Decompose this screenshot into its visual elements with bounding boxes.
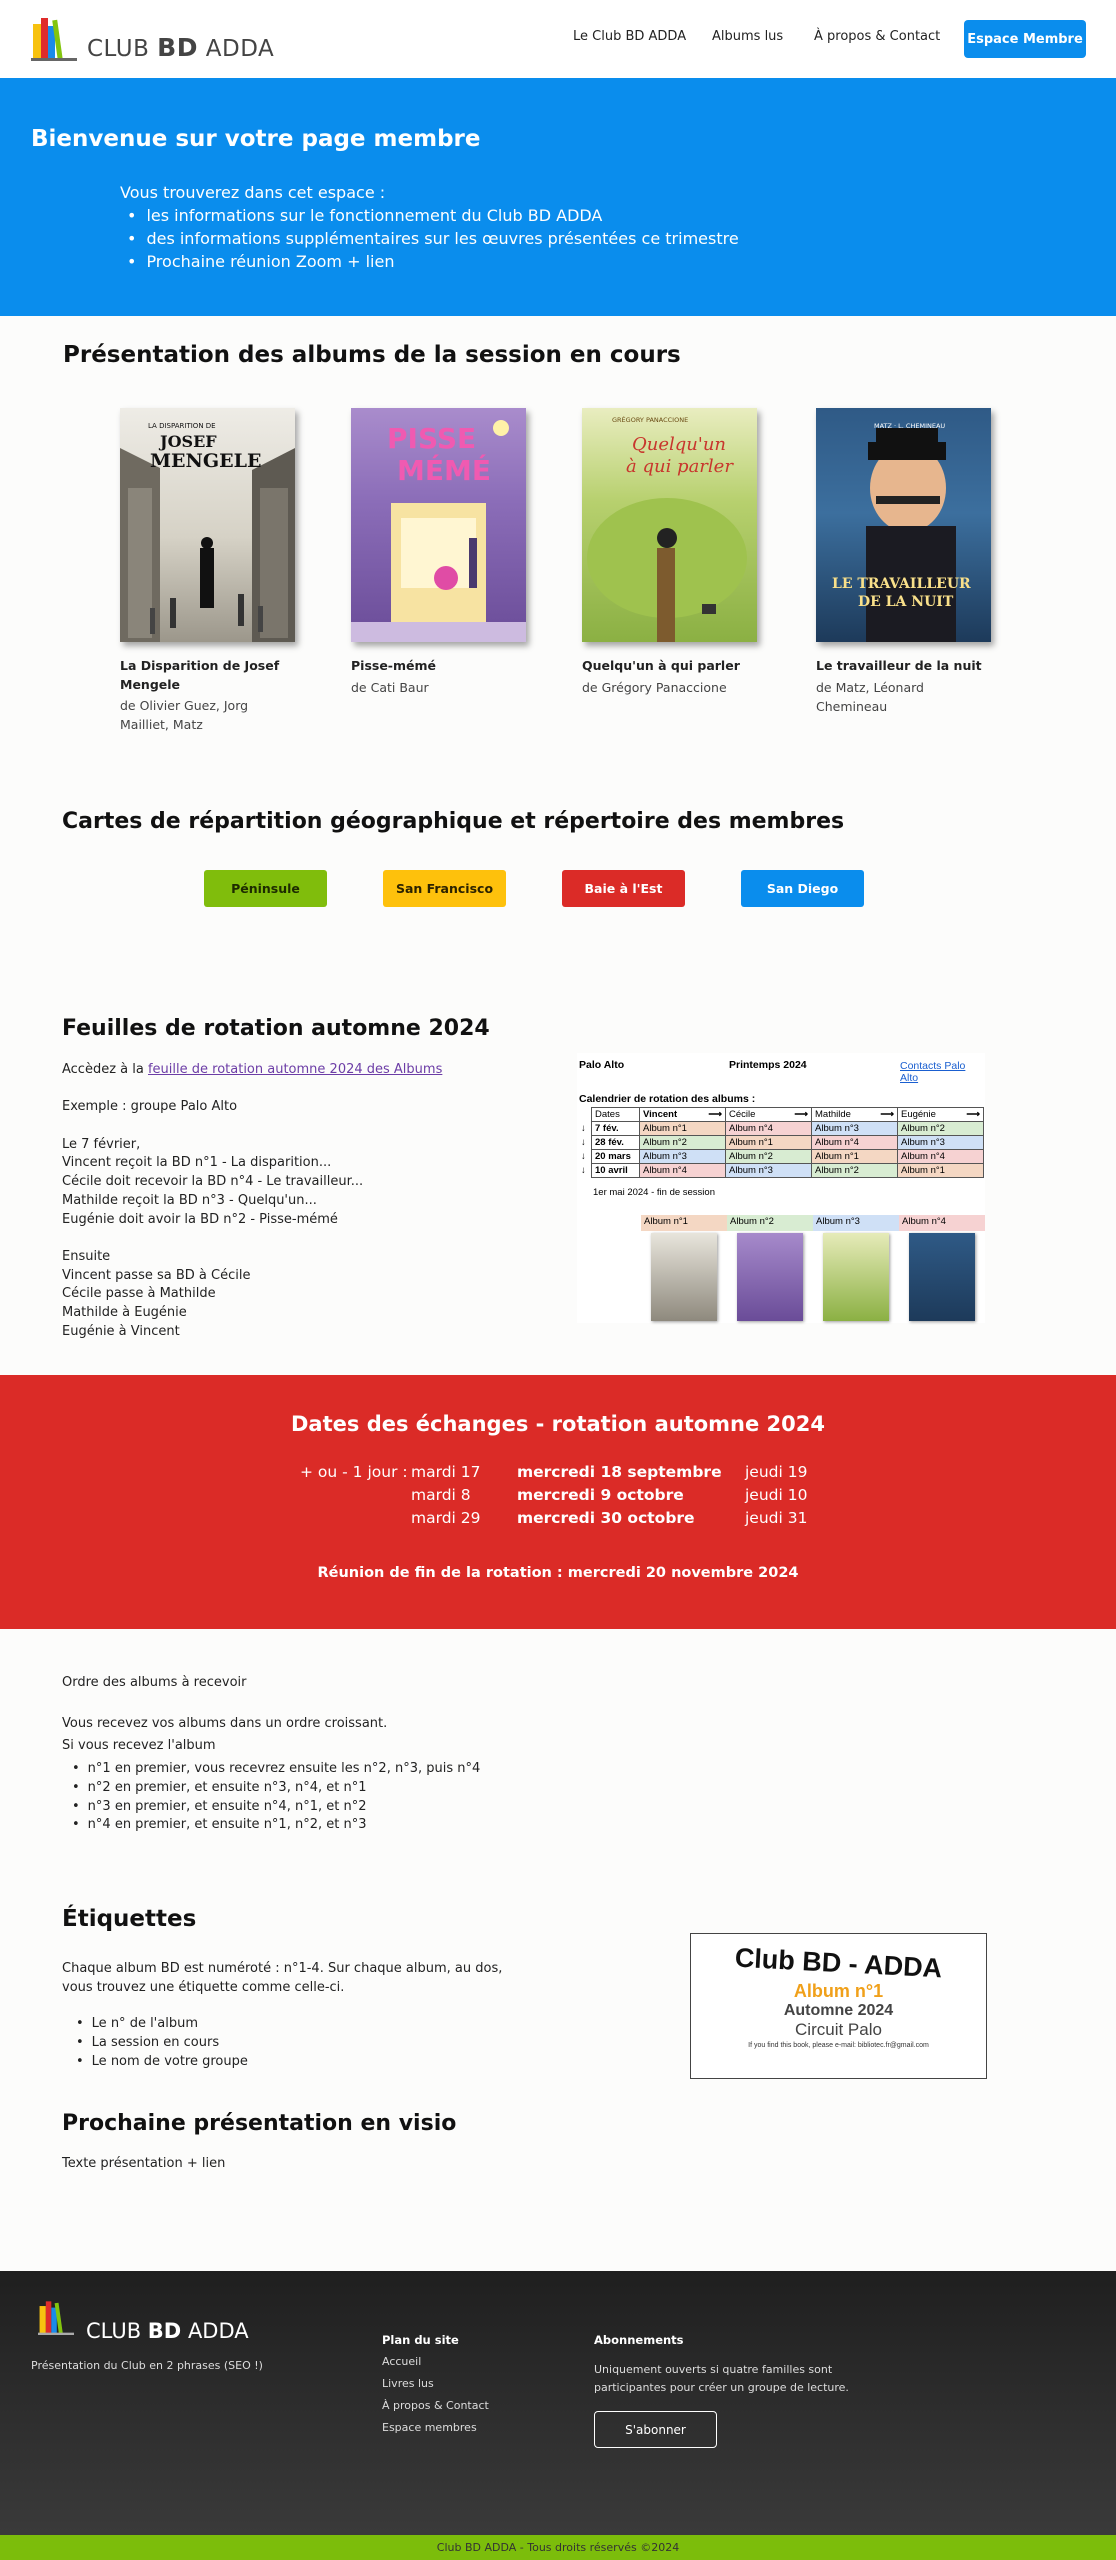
sticker-circuit: Circuit Palo xyxy=(795,2020,882,2039)
hero-list-item: • les informations sur le fonctionnement du Club BD ADDA xyxy=(127,204,739,227)
album-title[interactable]: Quelqu'un à qui parler xyxy=(582,658,740,673)
order-title: Ordre des albums à recevoir xyxy=(62,1675,247,1690)
rotation-line: Le 7 février, xyxy=(62,1136,141,1152)
rotation-line: Mathilde à Eugénie xyxy=(62,1305,187,1321)
sheet-cell: Album n°2 xyxy=(726,1150,812,1164)
sticker-season: Automne 2024 xyxy=(783,2002,894,2019)
rotation-text xyxy=(62,1061,442,1342)
rotation-line: Eugénie doit avoir la BD n°2 - Pisse-mémé xyxy=(62,1211,338,1227)
sticker-note: If you find this book, please e-mail: biblioteс.fr@gmail.com xyxy=(748,2042,929,2049)
sheet-contacts-link[interactable]: Contacts Palo Alto xyxy=(900,1060,966,1084)
album-cover-travailleur[interactable]: MATZ · L. CHEMINEAU LE TRAVAILLEUR DE LA NUIT xyxy=(816,408,991,642)
rotation-line: Vincent reçoit la BD n°1 - La disparition... xyxy=(62,1155,332,1171)
sheet-thumb-cover xyxy=(651,1233,717,1321)
sheet-header-cell: Eugénie ⟶ xyxy=(898,1108,984,1122)
labels-section-title: Étiquettes xyxy=(62,1906,197,1932)
hero-list-item: • des informations supplémentaires sur les œuvres présentées ce trimestre xyxy=(127,227,739,250)
espace-membre-button[interactable]: Espace Membre xyxy=(964,20,1086,58)
hero-title: Bienvenue sur votre page membre xyxy=(31,126,481,152)
labels-item: • La session en cours xyxy=(76,2034,502,2053)
footer-plan-links xyxy=(382,2351,489,2439)
sheet-cell: Album n°2 xyxy=(898,1122,984,1136)
nav-a-propos[interactable]: À propos & Contact xyxy=(814,29,941,44)
sheet-header-cell: Cécile ⟶ xyxy=(726,1108,812,1122)
logo-text[interactable]: CLUB BD ADDA xyxy=(87,33,275,62)
sheet-row xyxy=(592,1136,984,1150)
footer-link-espace-membres[interactable]: Espace membres xyxy=(382,2421,477,2434)
sheet-date-cell: ↓ 7 fév. xyxy=(592,1122,640,1136)
map-peninsule-button[interactable]: Péninsule xyxy=(204,870,327,907)
sheet-header-row xyxy=(592,1108,984,1122)
sheet-cell: Album n°4 xyxy=(812,1136,898,1150)
sheet-date-cell: ↓ 10 avril xyxy=(592,1164,640,1178)
nav-le-club[interactable]: Le Club BD ADDA xyxy=(573,29,687,44)
sheet-cal-title: Calendrier de rotation des albums : xyxy=(579,1093,756,1105)
footer-plan-title: Plan du site xyxy=(382,2333,459,2347)
album-cover-mengele[interactable]: LA DISPARITION DE JOSEF MENGELE xyxy=(120,408,295,642)
map-baie-est-button[interactable]: Baie à l'Est xyxy=(562,870,685,907)
sheet-row xyxy=(592,1164,984,1178)
labels-item: • Le n° de l'album xyxy=(76,2015,502,2034)
subscribe-button[interactable]: S'abonner xyxy=(594,2411,717,2448)
example-text: Exemple : groupe Palo Alto xyxy=(62,1099,238,1115)
sheet-cell: Album n°2 xyxy=(640,1136,726,1150)
order-section xyxy=(62,1674,480,1835)
dates-title: Dates des échanges - rotation automne 2024 xyxy=(291,1412,825,1436)
sticker-album: Album n°1 xyxy=(793,1981,884,2001)
rotation-spreadsheet xyxy=(577,1053,985,1323)
footer-logo-text[interactable]: CLUB BD ADDA xyxy=(86,2319,249,2343)
footer-link-a-propos[interactable]: À propos & Contact xyxy=(382,2399,489,2412)
sheet-row xyxy=(592,1150,984,1164)
sheet-cell: Album n°3 xyxy=(640,1150,726,1164)
rotation-line: Cécile doit recevoir la BD n°4 - Le travailleur... xyxy=(62,1174,364,1190)
dates-prefix: + ou - 1 jour : xyxy=(300,1463,408,1481)
sheet-thumb-cover xyxy=(823,1233,889,1321)
sheet-cell: Album n°3 xyxy=(812,1122,898,1136)
sheet-header-cell: Vincent ⟶ xyxy=(640,1108,726,1122)
order-item: • n°4 en premier, et ensuite n°1, n°2, et n°3 xyxy=(72,1816,480,1835)
nav-albums-lus[interactable]: Albums lus xyxy=(712,29,784,44)
sheet-thumb-cover xyxy=(909,1233,975,1321)
sticker-club: Club BD - ADDA xyxy=(734,1942,943,1984)
album-author: de Grégory Panaccione xyxy=(582,680,727,695)
rotation-line: Vincent passe sa BD à Cécile xyxy=(62,1267,251,1283)
sheet-thumb-label: Album n°4 xyxy=(899,1215,985,1231)
album-title[interactable]: Le travailleur de la nuit xyxy=(816,658,982,673)
label-sticker xyxy=(690,1933,987,2079)
sheet-cell: Album n°3 xyxy=(726,1164,812,1178)
footer-link-livres-lus[interactable]: Livres lus xyxy=(382,2377,434,2390)
copyright-text: Club BD ADDA - Tous droits réservés ©2024 xyxy=(436,2541,680,2554)
books-logo-icon[interactable] xyxy=(31,14,77,62)
sheet-season: Printemps 2024 xyxy=(729,1059,807,1071)
sheet-thumb-label: Album n°3 xyxy=(813,1215,899,1231)
sheet-date-cell: ↓ 28 fév. xyxy=(592,1136,640,1150)
access-text: Accèdez à la xyxy=(62,1062,148,1077)
album-author: de Olivier Guez, Jorg Mailliet, Matz xyxy=(120,698,249,732)
order-item: • n°3 en premier, et ensuite n°4, n°1, et n°2 xyxy=(72,1798,480,1817)
album-title[interactable]: La Disparition de Josef Mengele xyxy=(120,658,280,692)
hero-list xyxy=(127,204,739,273)
site-header xyxy=(0,0,1116,78)
order-item: • n°1 en premier, vous recevrez ensuite les n°2, n°3, puis n°4 xyxy=(72,1760,480,1779)
order-paragraph: Vous recevez vos albums dans un ordre croissant. xyxy=(62,1715,388,1731)
dates-banner xyxy=(0,1375,1116,1629)
books-logo-icon[interactable] xyxy=(38,2295,74,2339)
sheet-thumb-label: Album n°2 xyxy=(727,1215,813,1231)
sheet-cell: Album n°1 xyxy=(640,1122,726,1136)
sheet-place: Palo Alto xyxy=(579,1059,625,1071)
hero-banner xyxy=(0,78,1116,316)
site-footer xyxy=(0,2271,1116,2535)
rotation-line: Cécile passe à Mathilde xyxy=(62,1286,216,1302)
rotation-sheet-link[interactable]: feuille de rotation automne 2024 des Albums xyxy=(147,1062,443,1077)
sheet-thumb-cover xyxy=(737,1233,803,1321)
footer-sub-text: Uniquement ouverts si quatre familles sont participantes pour créer un groupe de lecture. xyxy=(594,2363,849,2394)
sheet-cell: Album n°2 xyxy=(812,1164,898,1178)
dates-col-3: jeudi 19 jeudi 10 jeudi 31 xyxy=(745,1463,808,1527)
sheet-thumb-label: Album n°1 xyxy=(641,1215,727,1231)
sheet-thumbnails xyxy=(641,1215,985,1323)
sheet-cell: Album n°1 xyxy=(898,1164,984,1178)
album-cover-quelquun[interactable]: GRÉGORY PANACCIONE Quelqu'un à qui parler xyxy=(582,408,757,642)
album-cover-pisse-meme[interactable]: PISSE MÉMÉ xyxy=(351,408,526,642)
map-san-francisco-button[interactable]: San Francisco xyxy=(383,870,506,907)
sheet-date-cell: ↓ 20 mars xyxy=(592,1150,640,1164)
sheet-cell: Album n°3 xyxy=(898,1136,984,1150)
sheet-cell: Album n°4 xyxy=(898,1150,984,1164)
rotation-line: Mathilde reçoit la BD n°3 - Quelqu'un... xyxy=(62,1192,317,1208)
order-item: • n°2 en premier, et ensuite n°3, n°4, et n°1 xyxy=(72,1779,480,1798)
sheet-header-cell: Mathilde ⟶ xyxy=(812,1108,898,1122)
order-paragraph: Si vous recevez l'album xyxy=(62,1738,216,1754)
footer-link-accueil[interactable]: Accueil xyxy=(382,2355,422,2368)
sheet-row xyxy=(592,1122,984,1136)
meeting-date: Réunion de fin de la rotation : mercredi 20 novembre 2024 xyxy=(317,1565,799,1581)
sheet-cell: Album n°1 xyxy=(726,1136,812,1150)
labels-paragraph: vous trouvez une étiquette comme celle-ci. xyxy=(62,1979,345,1995)
dates-col-1: mardi 17 mardi 8 mardi 29 xyxy=(411,1463,481,1527)
visio-section-title: Prochaine présentation en visio xyxy=(62,2111,457,2136)
labels-item: • Le nom de votre groupe xyxy=(76,2053,502,2072)
footer-sub-title: Abonnements xyxy=(594,2333,684,2347)
sheet-table xyxy=(581,1107,985,1178)
labels-paragraph: Chaque album BD est numéroté : n°1-4. Sur chaque album, au dos, xyxy=(62,1961,503,1976)
album-title[interactable]: Pisse-mémé xyxy=(351,658,436,673)
map-san-diego-button[interactable]: San Diego xyxy=(741,870,864,907)
visio-text: Texte présentation + lien xyxy=(62,2156,226,2171)
rotation-line: Eugénie à Vincent xyxy=(62,1323,180,1339)
sheet-cell: Album n°4 xyxy=(726,1122,812,1136)
rotation-section-title: Feuilles de rotation automne 2024 xyxy=(62,1016,490,1041)
labels-text xyxy=(62,1960,502,2072)
dates-col-2: mercredi 18 septembre mercredi 9 octobre mercredi 30 octobre xyxy=(517,1463,722,1527)
album-author: de Cati Baur xyxy=(351,680,429,695)
sheet-cell: Album n°4 xyxy=(640,1164,726,1178)
albums-section-title: Présentation des albums de la session en cours xyxy=(63,342,681,368)
hero-list-item: • Prochaine réunion Zoom + lien xyxy=(127,250,739,273)
album-author: de Matz, Léonard Chemineau xyxy=(816,680,924,714)
hero-intro: Vous trouverez dans cet espace : xyxy=(120,183,386,202)
maps-section-title: Cartes de répartition géographique et répertoire des membres xyxy=(62,809,845,834)
rotation-line: Ensuite xyxy=(62,1248,111,1264)
footer-tagline: Présentation du Club en 2 phrases (SEO !) xyxy=(31,2359,263,2372)
sheet-header-cell: Dates xyxy=(592,1108,640,1122)
sheet-end-note: 1er mai 2024 - fin de session xyxy=(593,1187,715,1198)
sheet-cell: Album n°1 xyxy=(812,1150,898,1164)
copyright-bar xyxy=(0,2535,1116,2560)
